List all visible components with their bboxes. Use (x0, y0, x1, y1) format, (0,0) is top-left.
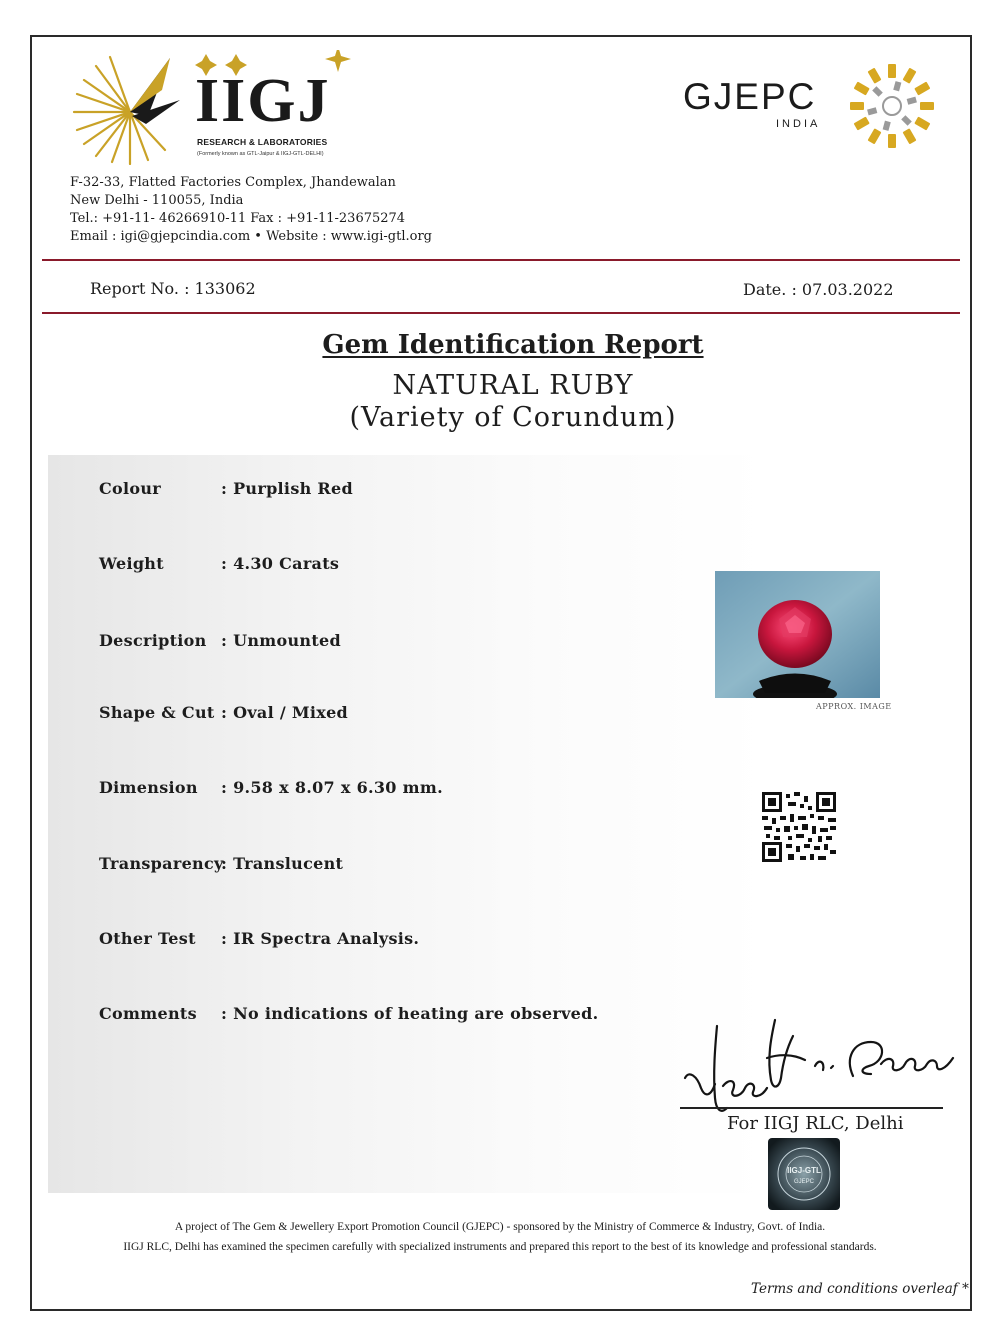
detail-label: Dimension (99, 778, 198, 797)
detail-row-comments (99, 1004, 599, 1023)
image-caption: APPROX. IMAGE (816, 702, 892, 711)
detail-label: Shape & Cut (99, 703, 215, 722)
gem-variety: (Variety of Corundum) (349, 402, 677, 433)
detail-value: : Purplish Red (221, 479, 353, 498)
detail-label: Comments (99, 1004, 197, 1023)
signature-caption: For IIGJ RLC, Delhi (727, 1113, 904, 1134)
signature-image (675, 1018, 965, 1118)
detail-value: : Unmounted (221, 631, 341, 650)
signature-line (680, 1107, 943, 1109)
footer-line-1: A project of The Gem & Jewellery Export Promotion Council (GJEPC) - sponsored by the Ministry of Commerce & Industry, Govt. of India. (174, 1221, 826, 1233)
address-line: F-32-33, Flatted Factories Complex, Jhandewalan (70, 175, 396, 190)
gjepc-logo-icon (848, 62, 936, 150)
address-line: New Delhi - 110055, India (70, 193, 244, 208)
brand-formerly: (Formerly known as GTL-Jaipur & IIGJ-GTL-DELHI) (197, 151, 324, 157)
gjepc-name: GJEPC (683, 76, 817, 117)
brand-name: IIGJ (195, 67, 331, 135)
report-date: Date. : 07.03.2022 (743, 280, 894, 299)
detail-label: Description (99, 631, 207, 650)
detail-label: Transparency (99, 854, 224, 873)
detail-row-other-test (99, 929, 419, 948)
report-title: Gem Identification Report (322, 330, 704, 360)
detail-row-weight (99, 554, 339, 573)
detail-row-shape-cut (99, 703, 348, 722)
svg-text:GJEPC: GJEPC (793, 1179, 815, 1185)
detail-value: : Translucent (221, 854, 344, 873)
terms-note: Terms and conditions overleaf * (751, 1281, 969, 1297)
gem-name: NATURAL RUBY (392, 370, 634, 401)
detail-row-transparency (99, 854, 343, 873)
divider (42, 312, 960, 314)
detail-value: : No indications of heating are observed. (221, 1004, 599, 1023)
gem-photo (715, 571, 880, 698)
address-line: Email : igi@gjepcindia.com • Website : www.igi-gtl.org (70, 229, 432, 244)
detail-label: Other Test (99, 929, 196, 948)
detail-value: : Oval / Mixed (221, 703, 349, 722)
address-line: Tel.: +91-11- 46266910-11 Fax : +91-11-23675274 (70, 211, 406, 226)
footer-line-2: IIGJ RLC, Delhi has examined the specimen carefully with specialized instruments and prepared this report to the best of its knowledge and professional standards. (123, 1241, 877, 1253)
gjepc-country: INDIA (776, 118, 821, 130)
divider (42, 259, 960, 261)
detail-label: Weight (99, 554, 164, 573)
svg-text:IIGJ-GTL: IIGJ-GTL (787, 1166, 821, 1175)
brand-subtitle: RESEARCH & LABORATORIES (197, 137, 328, 147)
detail-row-colour (99, 479, 353, 498)
detail-value: : IR Spectra Analysis. (221, 929, 420, 948)
hologram-seal-icon (768, 1138, 840, 1210)
detail-value: : 4.30 Carats (221, 554, 340, 573)
detail-value: : 9.58 x 8.07 x 6.30 mm. (221, 778, 443, 797)
qr-code-icon (762, 792, 836, 862)
detail-row-dimension (99, 778, 443, 797)
detail-row-description (99, 631, 341, 650)
report-number: Report No. : 133062 (90, 279, 256, 298)
lab-address (70, 174, 432, 246)
detail-label: Colour (99, 479, 162, 498)
